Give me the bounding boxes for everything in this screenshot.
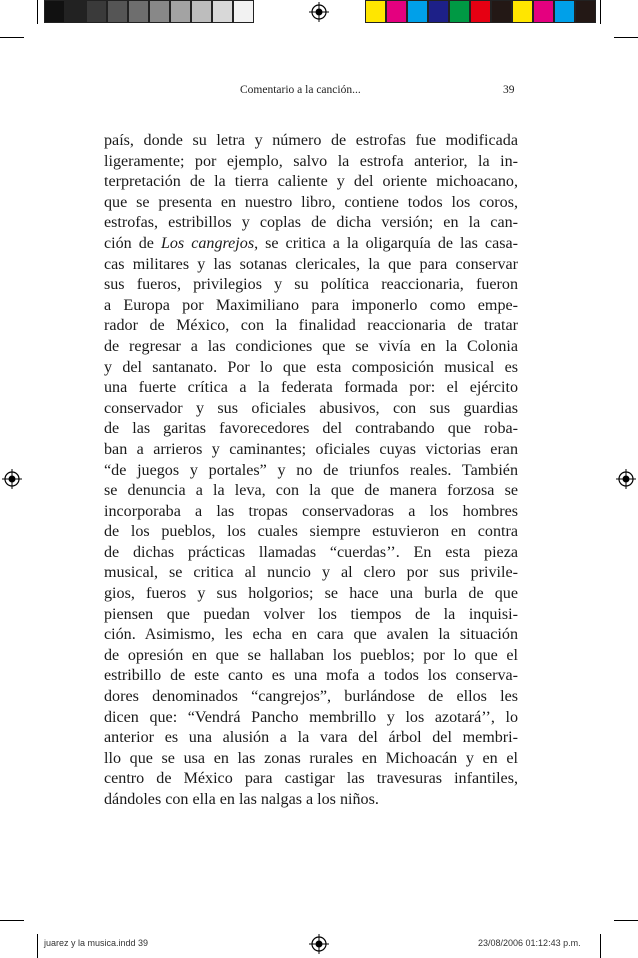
gray-swatch [128,0,149,23]
text-line: sus fueros, privilegios y su política reaccionaria, fueron [104,276,518,294]
color-swatch [575,0,596,23]
text-line: y del santanato. Por lo que esta composición musical es [104,358,518,376]
color-swatch [407,0,428,23]
text-line: ban a arrieros y caminantes; oficiales cuyas victorias eran [104,440,518,458]
text-line: se denuncia a la leva, con la que de manera forzosa se [104,482,518,500]
text-line: centro de México para castigar las travesuras infantiles, [104,770,518,788]
color-swatch [449,0,470,23]
color-swatch [428,0,449,23]
page-number: 39 [503,84,515,96]
color-swatch [365,0,386,23]
color-swatch [470,0,491,23]
crop-mark-top-left-vertical [37,0,38,24]
text-line: gios, fueros y sus holgorios; se hace una burla de que [104,585,518,603]
crop-mark-bottom-left-vertical [37,934,38,958]
grayscale-bar-strip [44,0,254,23]
text-segment: ción de [104,234,161,252]
text-line: terpretación de la tierra caliente y del oriente michoacano, [104,173,518,191]
gray-swatch [107,0,128,23]
text-line: dándoles con ella en las nalgas a los niños. [104,791,379,808]
text-line: de dichas prácticas llamadas “cuerdas’’. En esta pieza [104,543,518,561]
color-swatch [491,0,512,23]
gray-swatch [191,0,212,23]
footer-timestamp: 23/08/2006 01:12:43 p.m. [478,938,581,948]
crop-mark-top-right-vertical [600,0,601,24]
text-line: musical, se critica al nuncio y al clero por sus privile- [104,564,518,582]
text-line: anterior es una alusión a la vara del árbol del membri- [104,729,518,747]
text-line: conservador y sus oficiales abusivos, con sus guardias [104,399,518,417]
text-line: estrofas, estribillos y coplas de dicha versión; en la can- [104,214,518,232]
text-segment: , se critica a la oligarquía de las casa- [254,234,518,252]
registration-target-bottom-icon [309,934,329,954]
gray-swatch [44,0,65,23]
text-line: cas militares y las sotanas clericales, la que para conservar [104,255,518,273]
footer-file-label: juarez y la musica.indd 39 [44,938,149,948]
color-bar-strip [365,0,596,23]
text-line: ligeramente; por ejemplo, salvo la estrofa anterior, la in- [104,152,518,170]
crop-mark-top-left-horizontal [0,37,24,38]
crop-mark-bottom-right-horizontal [614,920,638,921]
text-line: dores denominados “cangrejos”, burlándose de ellos les [104,688,518,706]
text-line [104,234,518,255]
color-swatch [554,0,575,23]
gray-swatch [233,0,254,23]
registration-target-left-icon [2,469,22,489]
registration-target-top-icon [309,2,329,22]
color-swatch [386,0,407,23]
crop-mark-top-right-horizontal [614,37,638,38]
text-line: “de juegos y portales” y no de triunfos reales. También [104,461,518,479]
registration-target-right-icon [616,469,636,489]
text-line: incorporaba a las tropas conservadoras a los hombres [104,502,518,520]
color-swatch [533,0,554,23]
text-line: de regresar a las condiciones que se vivía en la Colonia [104,337,518,355]
running-title: Comentario a la canción... [240,84,361,96]
color-swatch [512,0,533,23]
text-line: rador de México, con la finalidad reaccionaria de tratar [104,317,518,335]
gray-swatch [170,0,191,23]
body-paragraph [104,131,518,811]
text-line: una fuerte crítica a la federata formada por: el ejército [104,379,518,397]
text-line: ción. Asimismo, les echa en cara que avalen la situación [104,626,518,644]
text-line: de los pueblos, los cuales siempre estuvieron en contra [104,523,518,541]
gray-swatch [212,0,233,23]
crop-mark-bottom-left-horizontal [0,920,24,921]
text-line: que se presenta en nuestro libro, contiene todos los coros, [104,193,518,211]
text-line: de opresión en que se hallaban los pueblos; por lo que el [104,646,518,664]
text-line: llo que se usa en las zonas rurales en Michoacán y en el [104,749,518,767]
text-line: dicen que: “Vendrá Pancho membrillo y los azotará’’, lo [104,708,518,726]
gray-swatch [149,0,170,23]
text-line: a Europa por Maximiliano para imponerlo como empe- [104,296,518,314]
text-line: estribillo de este canto es una mofa a todos los conserva- [104,667,518,685]
crop-mark-bottom-right-vertical [600,934,601,958]
text-line: de las garitas favorecedores del contrabando que roba- [104,420,518,438]
text-line: piensen que puedan volver los tiempos de la inquisi- [104,605,518,623]
text-line: país, donde su letra y número de estrofas fue modificada [104,132,518,149]
song-title-italic: Los cangrejos [160,234,255,252]
gray-swatch [65,0,86,23]
gray-swatch [86,0,107,23]
